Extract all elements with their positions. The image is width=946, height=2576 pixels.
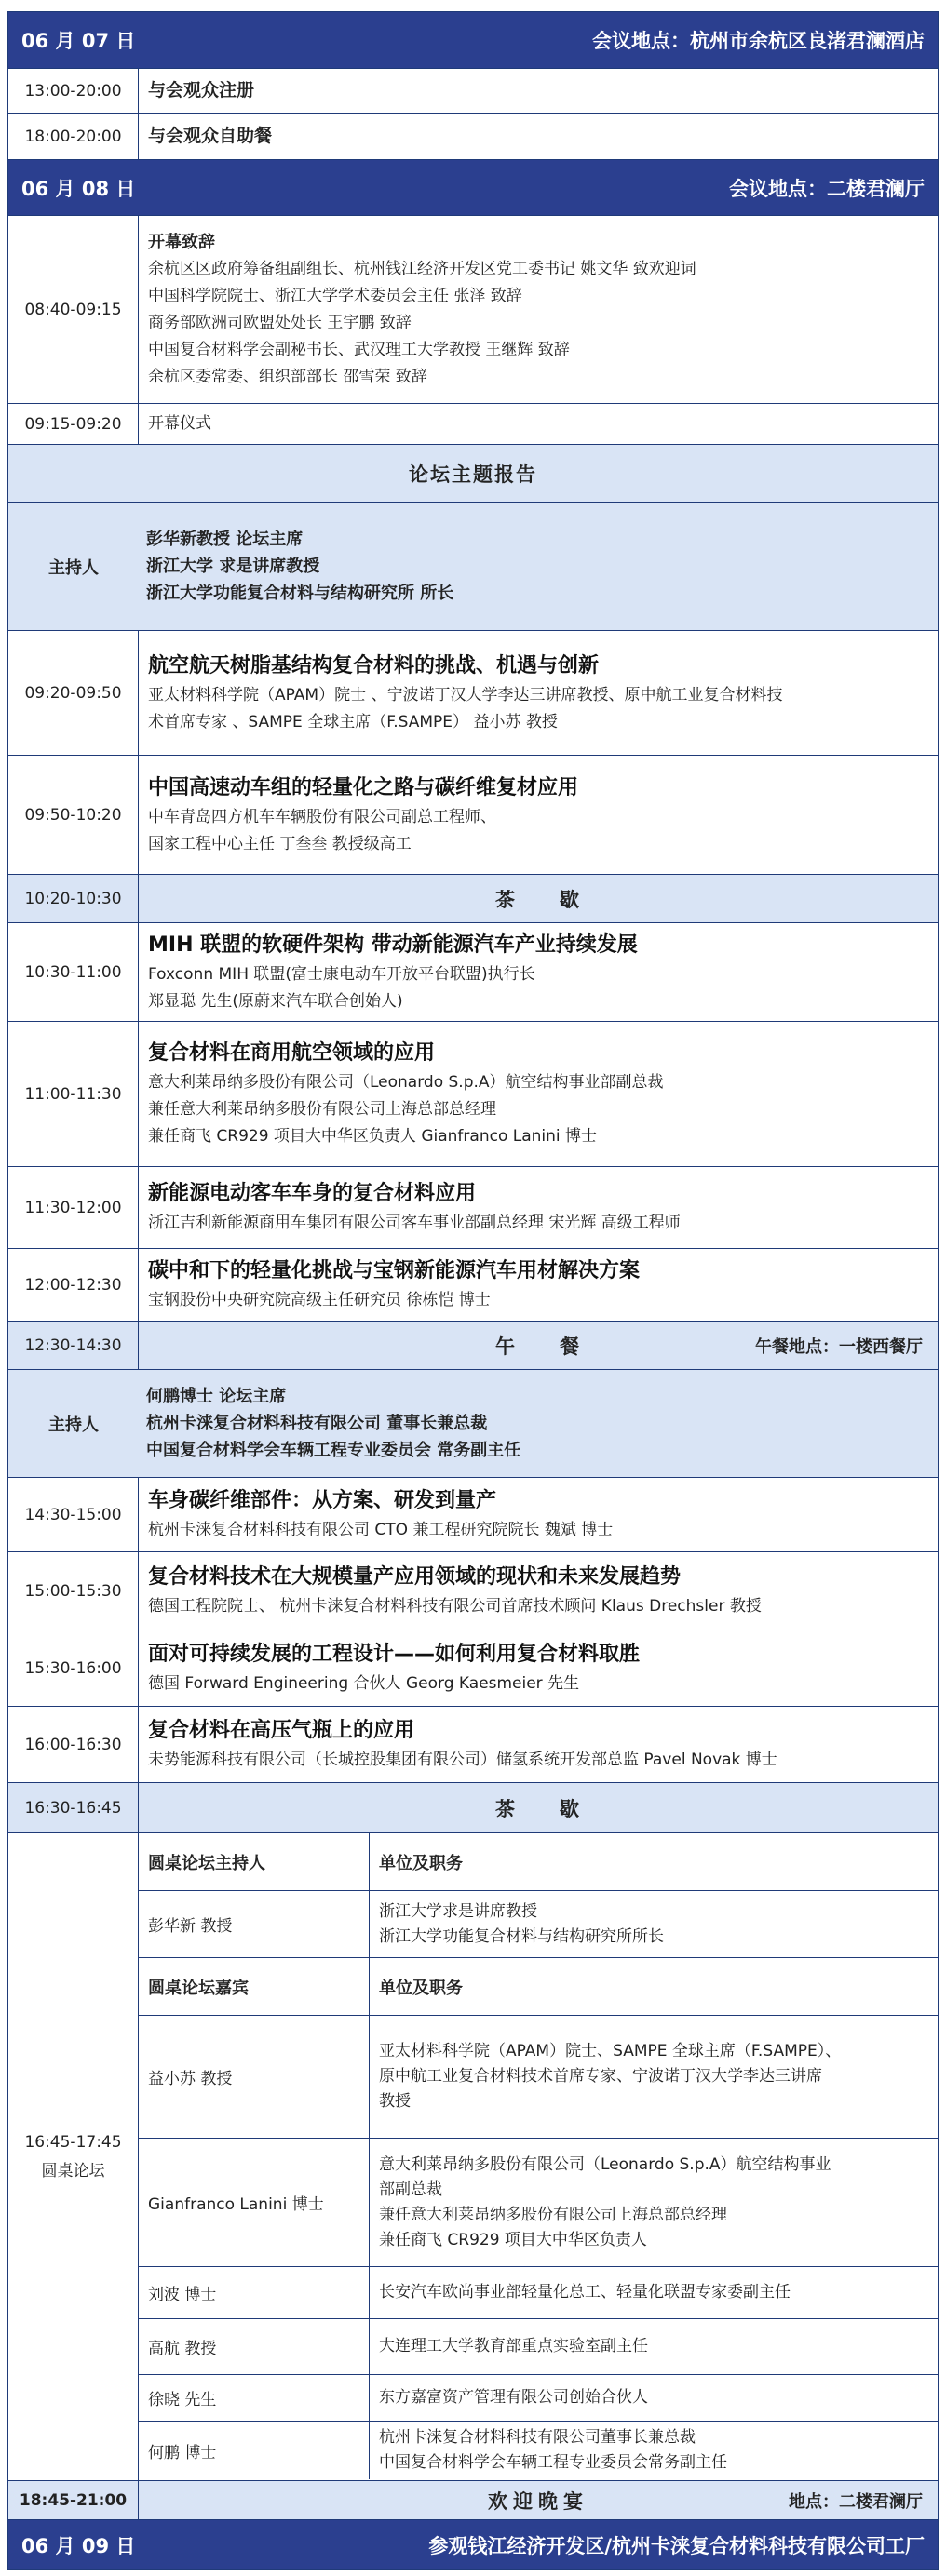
talk-title: 复合材料在商用航空领域的应用 [148,1041,436,1065]
roundtable-guest-row [139,2319,938,2375]
info-line: 浙江大学求是讲席教授 [379,1901,537,1921]
info-line: 中国复合材料学会车辆工程专业委员会常务副主任 [379,2453,727,2472]
day1-date: 06 月 07 日 [21,30,136,52]
day2-header [7,160,939,216]
talk-row [7,1478,939,1552]
person-name: 刘波 博士 [139,2267,370,2318]
tea-break-row [7,1783,939,1833]
agenda-row [7,404,939,445]
talk-row [7,756,939,875]
info-line: 兼任商飞 CR929 项目大中华区负责人 [379,2230,647,2249]
speaker-line: 杭州卡涞复合材料科技有限公司 CTO 兼工程研究院院长 魏斌 博士 [148,1521,614,1539]
agenda-sheet [7,0,939,2576]
host-line: 浙江大学 求是讲席教授 [146,557,320,576]
info-line: 意大利莱昂纳多股份有限公司（Leonardo S.p.A）航空结构事业 [379,2154,831,2174]
person-name: 高航 教授 [139,2319,370,2374]
agenda-row [7,69,939,114]
speaker-line: 德国工程院院士、 杭州卡涞复合材料科技有限公司首席技术顾问 Klaus Drechsler 教授 [148,1597,762,1616]
person-info [370,2319,938,2374]
content-cell [139,1167,938,1248]
item-title: 与会观众自助餐 [148,126,273,146]
speaker-line: 郑显聪 先生(原蔚来汽车联合创始人) [148,991,403,1011]
content-cell [139,1783,938,1832]
info-line: 原中航工业复合材料技术首席专家、宁波诺丁汉大学李达三讲席 [379,2067,822,2086]
time-cell: 11:30-12:00 [8,1167,139,1248]
content-cell [139,216,938,403]
person-info [370,2139,938,2266]
roundtable-guest-header [139,1958,938,2016]
person-name: 彭华新 教授 [139,1891,370,1957]
roundtable-guest-row [139,2139,938,2267]
talk-row [7,1630,939,1707]
talk-row [7,1707,939,1783]
content-cell [139,923,938,1021]
content-cell [139,875,938,922]
content-cell [139,756,938,874]
info-line: 杭州卡涞复合材料科技有限公司董事长兼总裁 [379,2428,696,2447]
item-title: 开幕仪式 [148,414,211,433]
lunch-label: 午 餐 [495,1335,581,1358]
content-cell [139,1552,938,1630]
speaker-line: Foxconn MIH 联盟(富士康电动车开放平台联盟)执行长 [148,964,535,984]
day2-date: 06 月 08 日 [21,177,136,200]
person-info [370,1891,938,1957]
day3-date: 06 月 09 日 [21,2534,136,2557]
content-cell [139,1707,938,1782]
agenda-row [7,114,939,160]
talk-row [7,1552,939,1630]
person-name: 何鹏 博士 [139,2422,370,2479]
content-cell [139,404,938,444]
time-cell: 15:00-15:30 [8,1552,139,1630]
info-line: 大连理工大学教育部重点实验室副主任 [379,2337,648,2355]
host-row [7,1370,939,1478]
info-line: 浙江大学功能复合材料与结构研究所所长 [379,1926,664,1946]
talk-title: 新能源电动客车车身的复合材料应用 [148,1182,477,1205]
talk-row [7,1022,939,1167]
host-label: 主持人 [48,557,99,578]
content-cell [139,69,938,113]
speaker-line: 余杭区区政府筹备组副组长、杭州钱江经济开发区党工委书记 姚文华 致欢迎词 [148,259,696,278]
header-info: 单位及职务 [379,1853,463,1873]
opening-row [7,216,939,404]
day1-header [7,11,939,69]
time-cell: 08:40-09:15 [8,216,139,403]
talk-row [7,1249,939,1322]
item-title: 开幕致辞 [148,232,215,252]
roundtable-host-row [139,1891,938,1958]
content-cell [139,114,938,159]
time-cell: 09:15-09:20 [8,404,139,444]
banquet-label: 欢迎晚宴 [488,2489,588,2513]
content-cell [139,1249,938,1321]
content-cell [139,631,938,755]
speaker-line: 中国复合材料学会副秘书长、武汉理工大学教授 王继辉 致辞 [148,340,570,359]
talk-title: MIH 联盟的软硬件架构 带动新能源汽车产业持续发展 [148,932,638,957]
speaker-line: 商务部欧洲司欧盟处处长 王宇鹏 致辞 [148,313,412,332]
time-cell: 18:45-21:00 [8,2481,139,2519]
tea-break-row [7,875,939,923]
speaker-line: 兼任意大利莱昂纳多股份有限公司上海总部总经理 [148,1100,496,1119]
lunch-place: 午餐地点：一楼西餐厅 [755,1336,923,1357]
speaker-line: 浙江吉利新能源商用车集团有限公司客车事业部副总经理 宋光辉 高级工程师 [148,1214,681,1232]
host-info [146,1370,520,1477]
person-info [370,2267,938,2318]
person-name: 徐晓 先生 [139,2375,370,2421]
item-title: 与会观众注册 [148,80,255,101]
day3-venue: 参观钱江经济开发区/杭州卡涞复合材料科技有限公司工厂 [428,2534,925,2557]
header-info: 单位及职务 [379,1978,463,1998]
day3-header [7,2520,939,2570]
lunch-row [7,1322,939,1370]
time-cell: 14:30-15:00 [8,1478,139,1551]
tea-break-label: 茶 歇 [495,888,581,911]
roundtable-guest-row [139,2422,938,2479]
speaker-line: 未势能源科技有限公司（长城控股集团有限公司）储氢系统开发部总监 Pavel Novak 博士 [148,1751,777,1769]
content-cell [139,1022,938,1166]
header-name: 圆桌论坛嘉宾 [139,1958,370,2015]
person-name: Gianfranco Lanini 博士 [139,2139,370,2266]
talk-title: 碳中和下的轻量化挑战与宝钢新能源汽车用材解决方案 [148,1259,641,1282]
time-cell: 12:00-12:30 [8,1249,139,1321]
content-cell [139,1478,938,1551]
host-line: 浙江大学功能复合材料与结构研究所 所长 [146,584,454,603]
content-cell [139,1630,938,1706]
info-line: 教授 [379,2092,411,2111]
time-cell: 18:00-20:00 [8,114,139,159]
talk-title: 面对可持续发展的工程设计——如何利用复合材料取胜 [148,1643,641,1666]
time-cell [8,1833,139,2480]
talk-title: 车身碳纤维部件：从方案、研发到量产 [148,1489,497,1512]
person-info [370,2016,938,2138]
header-name: 圆桌论坛主持人 [139,1833,370,1890]
info-line: 兼任意大利莱昂纳多股份有限公司上海总部总经理 [379,2205,727,2224]
speaker-line: 宝钢股份中央研究院高级主任研究员 徐栋恺 博士 [148,1291,491,1309]
roundtable-guest-row [139,2267,938,2319]
roundtable-guest-row [139,2016,938,2139]
time-cell: 09:50-10:20 [8,756,139,874]
info-line: 长安汽车欧尚事业部轻量化总工、轻量化联盟专家委副主任 [379,2283,791,2301]
speaker-line: 兼任商飞 CR929 项目大中华区负责人 Gianfranco Lanini 博士 [148,1127,598,1146]
speaker-line: 意大利莱昂纳多股份有限公司（Leonardo S.p.A）航空结构事业部副总裁 [148,1073,664,1092]
roundtable-table [139,1833,938,2480]
time-cell: 12:30-14:30 [8,1322,139,1369]
speaker-line: 国家工程中心主任 丁叁叁 教授级高工 [148,834,412,853]
forum-title: 论坛主题报告 [409,463,537,486]
time-cell: 10:30-11:00 [8,923,139,1021]
talk-row [7,923,939,1022]
talk-title: 复合材料在高压气瓶上的应用 [148,1719,415,1742]
forum-header [7,445,939,503]
roundtable-guest-row [139,2375,938,2422]
roundtable-label: 圆桌论坛 [41,2162,105,2180]
day2-venue: 会议地点：二楼君澜厅 [729,177,925,200]
talk-title: 航空航天树脂基结构复合材料的挑战、机遇与创新 [148,653,600,678]
talk-title: 中国高速动车组的轻量化之路与碳纤维复材应用 [148,775,579,799]
host-label: 主持人 [48,1415,99,1435]
info-line: 亚太材料科学院（APAM）院士、SAMPE 全球主席（F.SAMPE）、 [379,2042,842,2060]
info-line: 部副总裁 [379,2180,442,2199]
speaker-line: 术首席专家 、SAMPE 全球主席（F.SAMPE） 益小苏 教授 [148,712,558,731]
host-line: 何鹏博士 论坛主席 [146,1387,287,1406]
info-line: 东方嘉富资产管理有限公司创始合伙人 [379,2388,648,2407]
roundtable-host-header [139,1833,938,1891]
time-cell: 11:00-11:30 [8,1022,139,1166]
speaker-line: 余杭区委常委、组织部部长 邵雪荣 致辞 [148,367,427,386]
roundtable-time: 16:45-17:45 [24,2133,122,2152]
host-row [7,503,939,631]
person-info [370,2422,938,2479]
person-info [370,2375,938,2421]
host-line: 彭华新教授 论坛主席 [146,530,304,549]
host-line: 杭州卡涞复合材料科技有限公司 董事长兼总裁 [146,1414,488,1433]
time-cell: 16:00-16:30 [8,1707,139,1782]
speaker-line: 亚太材料科学院（APAM）院士 、宁波诺丁汉大学李达三讲席教授、原中航工业复合材料技 [148,685,783,704]
talk-row [7,1167,939,1249]
speaker-line: 德国 Forward Engineering 合伙人 Georg Kaesmeier 先生 [148,1674,580,1693]
time-cell: 13:00-20:00 [8,69,139,113]
time-cell: 16:30-16:45 [8,1783,139,1832]
banquet-row [7,2481,939,2520]
talk-title: 复合材料技术在大规模量产应用领域的现状和未来发展趋势 [148,1565,682,1589]
host-info [146,503,453,630]
person-name: 益小苏 教授 [139,2016,370,2138]
host-line: 中国复合材料学会车辆工程专业委员会 常务副主任 [146,1441,521,1460]
banquet-place: 地点：二楼君澜厅 [789,2491,923,2512]
roundtable-section [7,1833,939,2481]
time-cell: 09:20-09:50 [8,631,139,755]
time-cell: 10:20-10:30 [8,875,139,922]
speaker-line: 中车青岛四方机车车辆股份有限公司副总工程师、 [148,807,496,826]
tea-break-label: 茶 歇 [495,1797,581,1820]
day1-venue: 会议地点：杭州市余杭区良渚君澜酒店 [592,30,925,52]
speaker-line: 中国科学院院士、浙江大学学术委员会主任 张泽 致辞 [148,286,522,305]
talk-row [7,631,939,756]
time-cell: 15:30-16:00 [8,1630,139,1706]
